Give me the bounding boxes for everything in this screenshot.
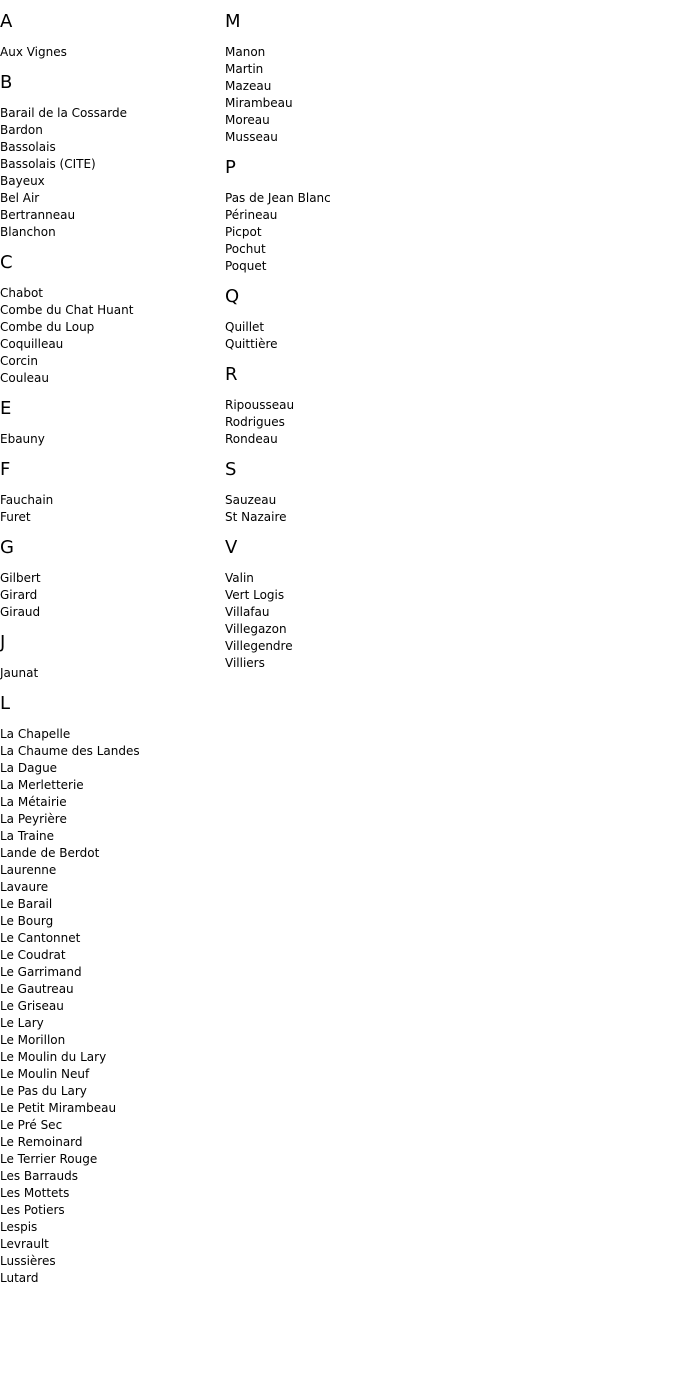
list-item: [225, 95, 450, 112]
list-item: [0, 1168, 225, 1185]
section-letter-heading: Q: [225, 286, 240, 307]
place-link-villiers[interactable]: Villiers: [225, 656, 265, 670]
list-item: [0, 604, 225, 621]
place-link-la-metairie[interactable]: La Métairie: [0, 795, 67, 809]
section-letter-heading: C: [0, 252, 13, 273]
list-item: [0, 1185, 225, 1202]
place-link-mazeau[interactable]: Mazeau: [225, 79, 272, 93]
place-link-jaunat[interactable]: Jaunat: [0, 666, 39, 680]
place-link-vert-logis[interactable]: Vert Logis: [225, 588, 285, 602]
place-link-rondeau[interactable]: Rondeau: [225, 432, 278, 446]
list-item: [0, 930, 225, 947]
letter-section-b: [0, 73, 225, 241]
place-link-gilbert[interactable]: Gilbert: [0, 571, 41, 585]
list-item: [0, 1219, 225, 1236]
list-item: [0, 811, 225, 828]
section-letter-heading: A: [0, 11, 13, 32]
list-item: [0, 828, 225, 845]
letter-section-r: [225, 365, 450, 448]
list-item: [0, 1100, 225, 1117]
list-item: [0, 105, 225, 122]
section-letter-heading: L: [0, 693, 11, 714]
letter-section-f: [0, 460, 225, 526]
list-item: [0, 726, 225, 743]
list-item: [0, 998, 225, 1015]
list-item: [0, 981, 225, 998]
place-link-corcin[interactable]: Corcin: [0, 354, 38, 368]
place-link-coquilleau[interactable]: Coquilleau: [0, 337, 64, 351]
letter-section-l: [0, 694, 225, 1287]
place-link-la-peyriere[interactable]: La Peyrière: [0, 812, 67, 826]
place-link-sauzeau[interactable]: Sauzeau: [225, 493, 277, 507]
section-letter-heading: M: [225, 11, 241, 32]
place-link-la-dague[interactable]: La Dague: [0, 761, 58, 775]
place-link-lespis[interactable]: Lespis: [0, 1220, 38, 1234]
list-item: [225, 44, 450, 61]
list-item: [0, 173, 225, 190]
letter-section-q: [225, 287, 450, 353]
list-item: [0, 1134, 225, 1151]
list-item: [0, 431, 225, 448]
place-list: [225, 570, 450, 672]
place-list: [225, 397, 450, 448]
place-link-le-griseau[interactable]: Le Griseau: [0, 999, 64, 1013]
place-link-le-garrimand[interactable]: Le Garrimand: [0, 965, 82, 979]
letter-section-g: [0, 538, 225, 621]
list-item: [0, 1083, 225, 1100]
place-list: [225, 190, 450, 275]
place-link-pas-de-jean-blanc[interactable]: Pas de Jean Blanc: [225, 191, 331, 205]
list-item: [0, 285, 225, 302]
list-item: [0, 743, 225, 760]
list-item: [225, 509, 450, 526]
place-link-poquet[interactable]: Poquet: [225, 259, 267, 273]
list-item: [225, 621, 450, 638]
letter-section-s: [225, 460, 450, 526]
list-item: [225, 604, 450, 621]
list-item: [0, 319, 225, 336]
letter-section-p: [225, 158, 450, 275]
list-item: [0, 896, 225, 913]
place-link-martin[interactable]: Martin: [225, 62, 264, 76]
place-link-le-moulin-du-lary[interactable]: Le Moulin du Lary: [0, 1050, 107, 1064]
list-item: [0, 122, 225, 139]
place-link-bayeux[interactable]: Bayeux: [0, 174, 45, 188]
place-link-la-chaume-des-landes[interactable]: La Chaume des Landes: [0, 744, 140, 758]
place-link-giraud[interactable]: Giraud: [0, 605, 41, 619]
list-item: [0, 1253, 225, 1270]
place-link-le-lary[interactable]: Le Lary: [0, 1016, 44, 1030]
place-link-pochut[interactable]: Pochut: [225, 242, 266, 256]
place-link-blanchon[interactable]: Blanchon: [0, 225, 56, 239]
list-item: [0, 1117, 225, 1134]
section-letter-heading: J: [0, 632, 6, 653]
place-link-ebauny[interactable]: Ebauny: [0, 432, 45, 446]
place-list: [0, 570, 225, 621]
list-item: [0, 794, 225, 811]
place-link-la-merletterie[interactable]: La Merletterie: [0, 778, 84, 792]
list-item: [0, 190, 225, 207]
place-link-lavaure[interactable]: Lavaure: [0, 880, 49, 894]
list-item: [0, 587, 225, 604]
list-item: [0, 1066, 225, 1083]
place-link-combe-du-loup[interactable]: Combe du Loup: [0, 320, 95, 334]
place-link-villafau[interactable]: Villafau: [225, 605, 270, 619]
place-link-fauchain[interactable]: Fauchain: [0, 493, 54, 507]
place-list: [0, 431, 225, 448]
section-letter-heading: F: [0, 459, 11, 480]
list-item: [225, 587, 450, 604]
place-link-barail-de-la-cossarde[interactable]: Barail de la Cossarde: [0, 106, 127, 120]
letter-section-e: [0, 399, 225, 448]
list-item: [225, 319, 450, 336]
place-list: [0, 665, 225, 682]
place-link-le-pre-sec[interactable]: Le Pré Sec: [0, 1118, 63, 1132]
list-item: [0, 156, 225, 173]
list-item: [0, 336, 225, 353]
place-link-le-bourg[interactable]: Le Bourg: [0, 914, 54, 928]
place-link-les-potiers[interactable]: Les Potiers: [0, 1203, 65, 1217]
list-item: [0, 139, 225, 156]
section-letter-heading: R: [225, 364, 238, 385]
place-list: [0, 44, 225, 61]
place-link-furet[interactable]: Furet: [0, 510, 31, 524]
place-link-bassolais-cite[interactable]: Bassolais (CITE): [0, 157, 96, 171]
place-list: [0, 492, 225, 526]
place-link-la-traine[interactable]: La Traine: [0, 829, 55, 843]
list-item: [225, 638, 450, 655]
list-item: [225, 336, 450, 353]
place-link-le-petit-mirambeau[interactable]: Le Petit Mirambeau: [0, 1101, 117, 1115]
section-letter-heading: E: [0, 398, 12, 419]
place-list: [225, 492, 450, 526]
place-list: [225, 44, 450, 146]
list-item: [0, 879, 225, 896]
place-link-mirambeau[interactable]: Mirambeau: [225, 96, 293, 110]
list-item: [0, 862, 225, 879]
place-link-le-pas-du-lary[interactable]: Le Pas du Lary: [0, 1084, 87, 1098]
list-item: [225, 207, 450, 224]
place-link-le-moulin-neuf[interactable]: Le Moulin Neuf: [0, 1067, 90, 1081]
place-link-le-gautreau[interactable]: Le Gautreau: [0, 982, 74, 996]
place-link-aux-vignes[interactable]: Aux Vignes: [0, 45, 67, 59]
section-letter-heading: P: [225, 157, 236, 178]
list-item: [225, 224, 450, 241]
list-item: [0, 492, 225, 509]
place-list: [0, 726, 225, 1287]
list-item: [0, 1270, 225, 1287]
place-list: [0, 285, 225, 387]
place-link-la-chapelle[interactable]: La Chapelle: [0, 727, 71, 741]
list-item: [0, 353, 225, 370]
list-item: [225, 414, 450, 431]
place-link-les-mottets[interactable]: Les Mottets: [0, 1186, 70, 1200]
place-link-le-morillon[interactable]: Le Morillon: [0, 1033, 66, 1047]
list-item: [0, 1236, 225, 1253]
list-item: [225, 241, 450, 258]
list-item: [0, 964, 225, 981]
list-item: [0, 1049, 225, 1066]
list-item: [225, 570, 450, 587]
letter-section-m: [225, 12, 450, 146]
list-item: [225, 655, 450, 672]
place-link-lande-de-berdot[interactable]: Lande de Berdot: [0, 846, 100, 860]
list-item: [0, 947, 225, 964]
place-link-couleau[interactable]: Couleau: [0, 371, 50, 385]
list-item: [225, 78, 450, 95]
list-item: [0, 913, 225, 930]
list-item: [0, 845, 225, 862]
place-link-levrault[interactable]: Levrault: [0, 1237, 49, 1251]
place-link-le-cantonnet[interactable]: Le Cantonnet: [0, 931, 81, 945]
place-link-bassolais[interactable]: Bassolais: [0, 140, 56, 154]
place-link-musseau[interactable]: Musseau: [225, 130, 278, 144]
place-link-perineau[interactable]: Périneau: [225, 208, 278, 222]
place-link-bardon[interactable]: Bardon: [0, 123, 43, 137]
list-item: [0, 509, 225, 526]
list-item: [225, 61, 450, 78]
place-list: [225, 319, 450, 353]
index-column-right: [225, 0, 450, 684]
letter-section-v: [225, 538, 450, 672]
place-link-villegendre[interactable]: Villegendre: [225, 639, 293, 653]
place-link-laurenne[interactable]: Laurenne: [0, 863, 57, 877]
section-letter-heading: V: [225, 537, 238, 558]
list-item: [225, 397, 450, 414]
place-link-valin[interactable]: Valin: [225, 571, 254, 585]
place-link-lutard[interactable]: Lutard: [0, 1271, 39, 1285]
place-link-le-barail[interactable]: Le Barail: [0, 897, 53, 911]
list-item: [0, 1032, 225, 1049]
list-item: [0, 760, 225, 777]
place-link-le-terrier-rouge[interactable]: Le Terrier Rouge: [0, 1152, 98, 1166]
place-link-girard[interactable]: Girard: [0, 588, 38, 602]
list-item: [0, 665, 225, 682]
place-link-bel-air[interactable]: Bel Air: [0, 191, 40, 205]
list-item: [225, 112, 450, 129]
place-link-combe-du-chat-huant[interactable]: Combe du Chat Huant: [0, 303, 134, 317]
place-link-le-remoinard[interactable]: Le Remoinard: [0, 1135, 83, 1149]
list-item: [225, 258, 450, 275]
place-link-moreau[interactable]: Moreau: [225, 113, 270, 127]
place-link-lussieres[interactable]: Lussières: [0, 1254, 56, 1268]
section-letter-heading: G: [0, 537, 14, 558]
list-item: [0, 777, 225, 794]
place-link-st-nazaire[interactable]: St Nazaire: [225, 510, 287, 524]
place-link-chabot[interactable]: Chabot: [0, 286, 44, 300]
place-link-quittiere[interactable]: Quittière: [225, 337, 278, 351]
letter-section-j: [0, 633, 225, 682]
list-item: [0, 44, 225, 61]
list-item: [0, 207, 225, 224]
place-link-manon[interactable]: Manon: [225, 45, 266, 59]
place-list: [0, 105, 225, 241]
place-link-picpot[interactable]: Picpot: [225, 225, 262, 239]
place-link-bertranneau[interactable]: Bertranneau: [0, 208, 76, 222]
list-item: [225, 492, 450, 509]
list-item: [0, 1202, 225, 1219]
place-link-rodrigues[interactable]: Rodrigues: [225, 415, 285, 429]
place-link-villegazon[interactable]: Villegazon: [225, 622, 287, 636]
place-link-quillet[interactable]: Quillet: [225, 320, 265, 334]
letter-section-a: [0, 12, 225, 61]
list-item: [0, 302, 225, 319]
section-letter-heading: B: [0, 72, 13, 93]
section-letter-heading: S: [225, 459, 237, 480]
list-item: [225, 190, 450, 207]
list-item: [0, 570, 225, 587]
letter-section-c: [0, 253, 225, 387]
list-item: [225, 431, 450, 448]
list-item: [0, 224, 225, 241]
list-item: [0, 1015, 225, 1032]
place-link-le-coudrat[interactable]: Le Coudrat: [0, 948, 66, 962]
index-column-left: [0, 0, 225, 1299]
list-item: [225, 129, 450, 146]
list-item: [0, 370, 225, 387]
list-item: [0, 1151, 225, 1168]
place-link-ripousseau[interactable]: Ripousseau: [225, 398, 295, 412]
place-link-les-barrauds[interactable]: Les Barrauds: [0, 1169, 78, 1183]
